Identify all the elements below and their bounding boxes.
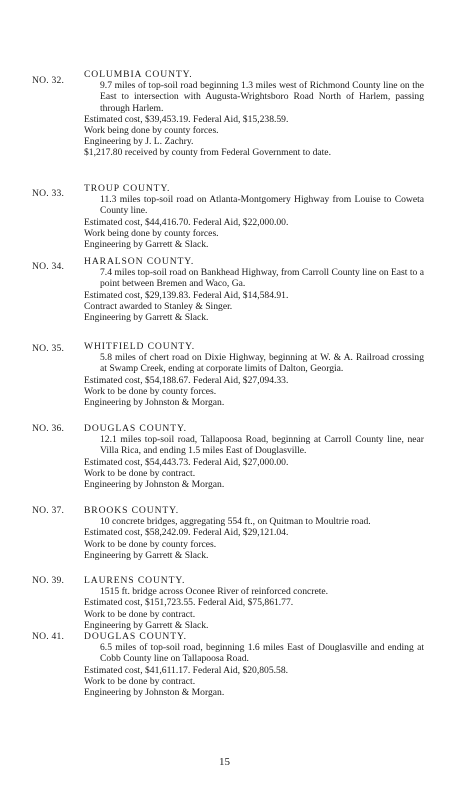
- work-line: Work being done by county forces.: [84, 125, 219, 137]
- work-line: Work to be done by county forces.: [84, 385, 217, 397]
- cost-line: Estimated cost, $41,611.17. Federal Aid, $20,805.58.: [84, 664, 289, 676]
- work-line: Work to be done by contract.: [84, 608, 196, 620]
- project-number: NO. 35.: [32, 343, 65, 354]
- project-number: NO. 37.: [32, 505, 65, 516]
- engineering-line: Engineering by Garrett & Slack.: [84, 239, 209, 251]
- project-description: 5.8 miles of chert road on Dixie Highway, beginning at W. & A. Railroad crossing at Swamp Creek, ending at corporate limits of Dalton, Georgia.: [100, 352, 424, 375]
- engineering-line: Engineering by Johnston & Morgan.: [84, 479, 225, 491]
- work-line: Work being done by county forces.: [84, 227, 219, 239]
- cost-line: Estimated cost, $29,139.83. Federal Aid, $14,584.91.: [84, 289, 289, 301]
- county-name: COLUMBIA COUNTY.: [84, 69, 193, 80]
- project-description: 10 concrete bridges, aggregating 554 ft., on Quitman to Moultrie road.: [100, 516, 371, 528]
- project-description: 9.7 miles of top-soil road beginning 1.3 miles west of Richmond County line on the East to intersection with Augusta-Wrightsboro Road North of Harlem, passing through Harlem.: [100, 80, 424, 114]
- project-number: NO. 33.: [32, 188, 65, 199]
- county-name: TROUP COUNTY.: [84, 183, 171, 194]
- project-description: 7.4 miles top-soil road on Bankhead Highway, from Carroll County line on East to a point between Bremen and Waco, Ga.: [100, 267, 424, 290]
- project-description: 1515 ft. bridge across Oconee River of reinforced concrete.: [100, 586, 329, 598]
- county-name: BROOKS COUNTY.: [84, 505, 180, 516]
- cost-line: Estimated cost, $151,723.55. Federal Aid, $75,861.77.: [84, 597, 294, 609]
- project-description: 12.1 miles top-soil road, Tallapoosa Road, beginning at Carroll County line, near Villa Rica, and ending 1.5 miles East of Douglasville.: [100, 434, 424, 457]
- county-name: DOUGLAS COUNTY.: [84, 423, 187, 434]
- cost-line: Estimated cost, $54,188.67. Federal Aid, $27,094.33.: [84, 374, 289, 386]
- contract-line: Contract awarded to Stanley & Singer.: [84, 300, 233, 312]
- received-line: $1,217.80 received by county from Federal Government to date.: [84, 147, 331, 159]
- work-line: Work to be done by contract.: [84, 675, 196, 687]
- cost-line: Estimated cost, $54,443.73. Federal Aid, $27,000.00.: [84, 456, 289, 468]
- county-name: LAURENS COUNTY.: [84, 575, 186, 586]
- project-number: NO. 41.: [32, 631, 65, 642]
- engineering-line: Engineering by J. L. Zachry.: [84, 136, 194, 148]
- engineering-line: Engineering by Garrett & Slack.: [84, 549, 209, 561]
- project-description: 6.5 miles of top-soil road, beginning 1.6 miles East of Douglasville and ending at Cobb County line on Tallapoosa Road.: [100, 642, 424, 665]
- engineering-line: Engineering by Johnston & Morgan.: [84, 397, 225, 409]
- project-number: NO. 39.: [32, 575, 65, 586]
- project-number: NO. 32.: [32, 75, 65, 86]
- engineering-line: Engineering by Garrett & Slack.: [84, 619, 209, 631]
- county-name: WHITFIELD COUNTY.: [84, 341, 196, 352]
- county-name: HARALSON COUNTY.: [84, 256, 195, 267]
- work-line: Work to be done by county forces.: [84, 538, 217, 550]
- project-number: NO. 36.: [32, 423, 65, 434]
- cost-line: Estimated cost, $58,242.09. Federal Aid, $29,121.04.: [84, 527, 289, 539]
- engineering-line: Engineering by Johnston & Morgan.: [84, 687, 225, 699]
- cost-line: Estimated cost, $39,453.19. Federal Aid, $15,238.59.: [84, 113, 289, 125]
- cost-line: Estimated cost, $44,416.70. Federal Aid, $22,000.00.: [84, 216, 289, 228]
- county-name: DOUGLAS COUNTY.: [84, 631, 187, 642]
- engineering-line: Engineering by Garrett & Slack.: [84, 312, 209, 324]
- work-line: Work to be done by contract.: [84, 467, 196, 479]
- project-description: 11.3 miles top-soil road on Atlanta-Montgomery Highway from Louise to Coweta County line.: [100, 194, 424, 217]
- page-number: 15: [219, 756, 230, 768]
- project-number: NO. 34.: [32, 261, 65, 272]
